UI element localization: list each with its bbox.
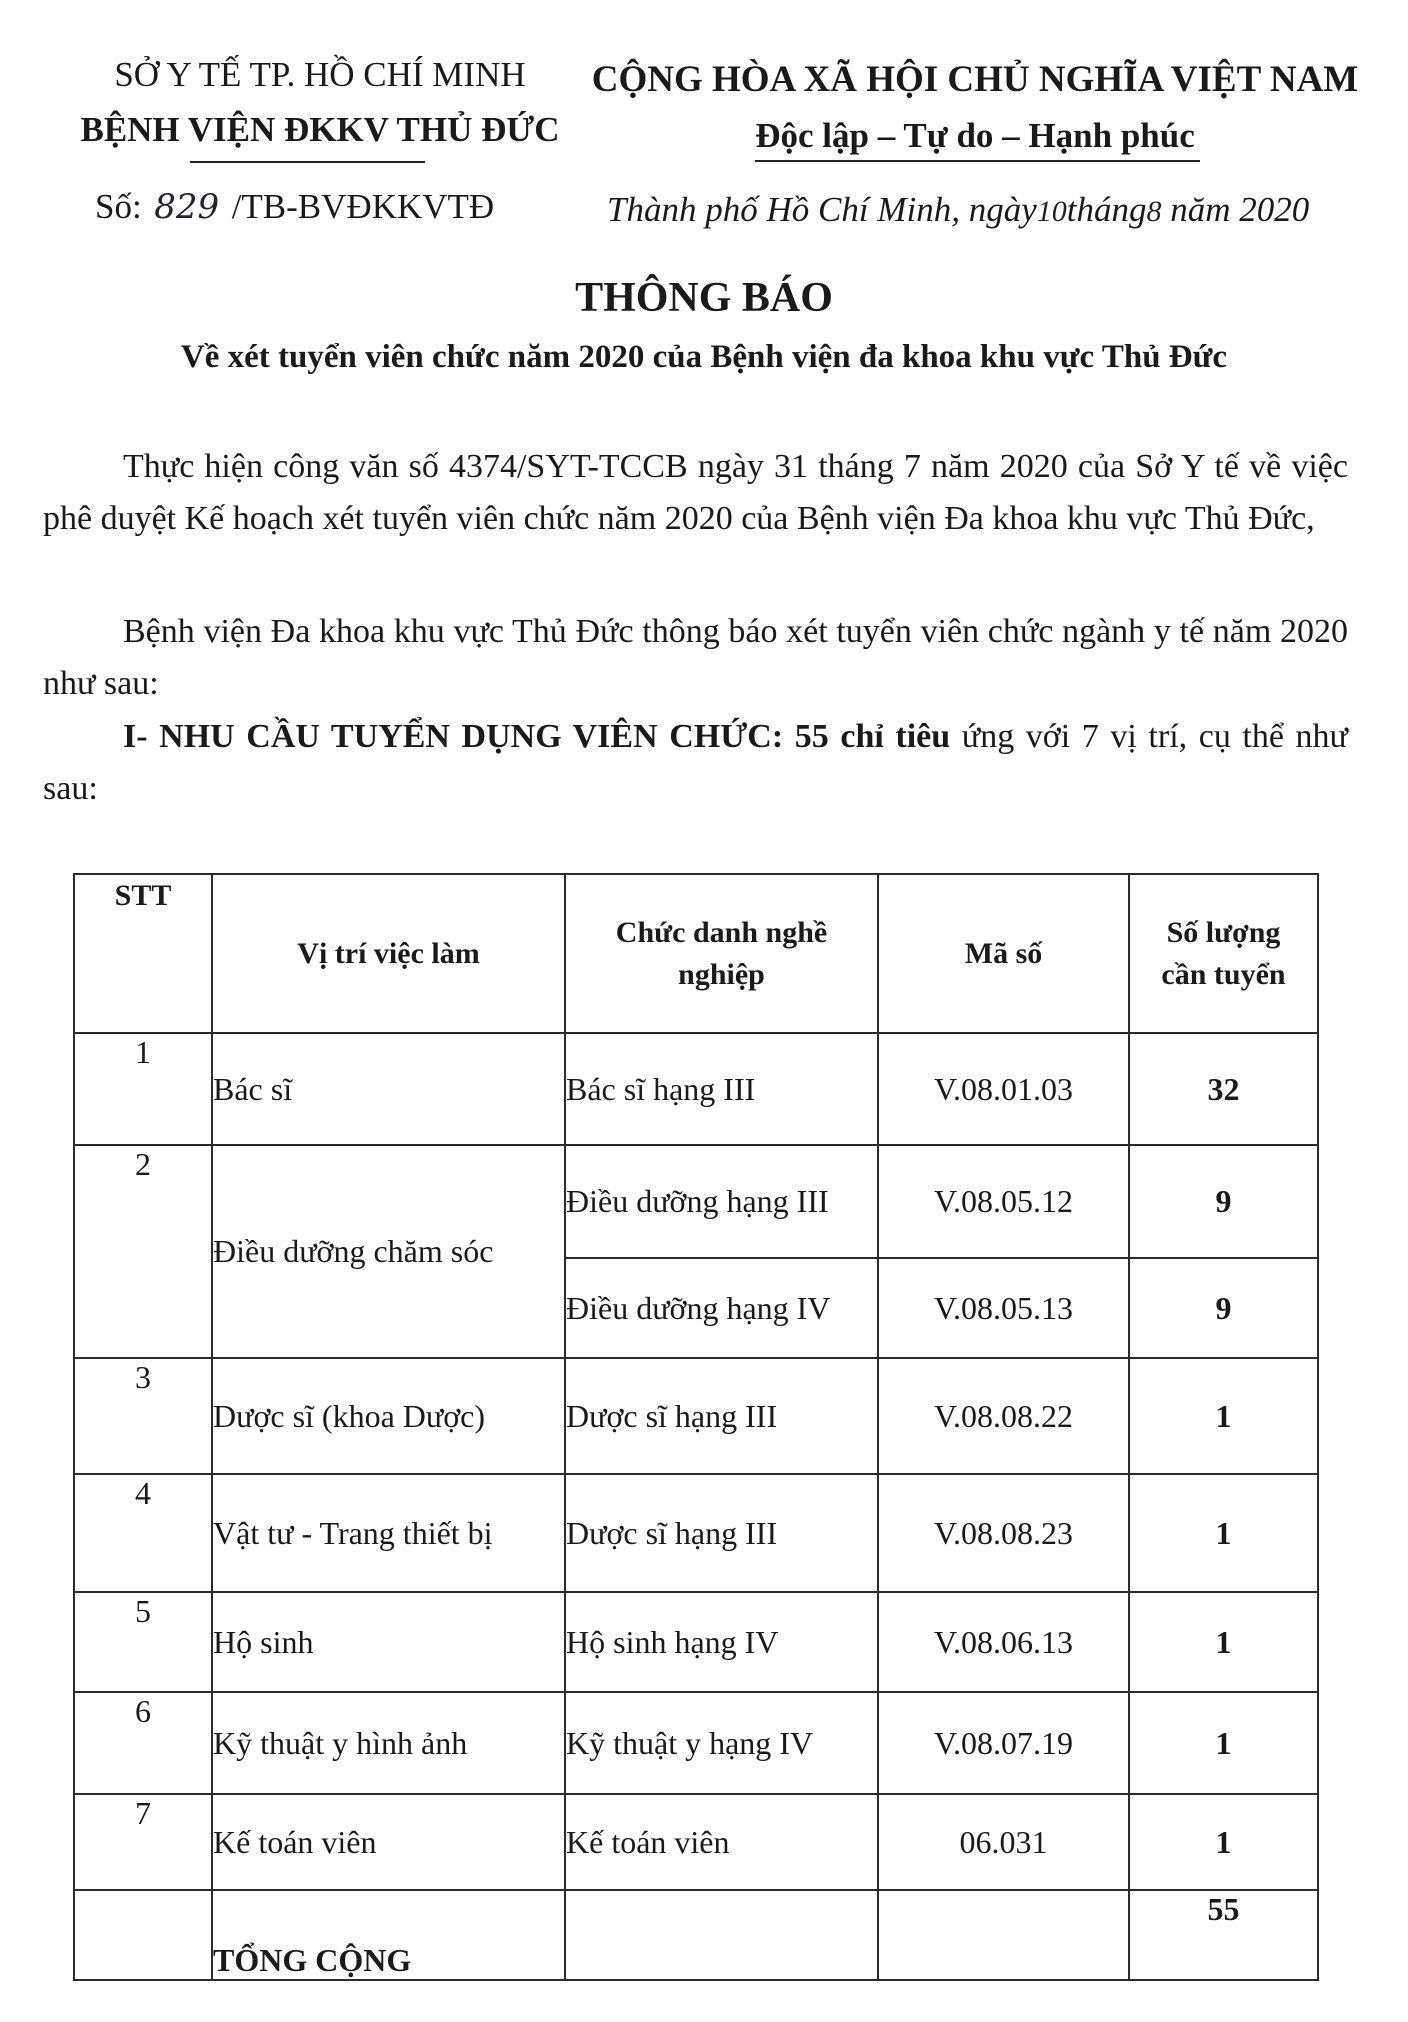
row-position: Bác sĩ bbox=[212, 1033, 565, 1145]
row-position: Dược sĩ (khoa Dược) bbox=[212, 1358, 565, 1474]
row-quantity: 1 bbox=[1129, 1692, 1318, 1794]
row-stt: 4 bbox=[74, 1474, 212, 1592]
header-position: Vị trí việc làm bbox=[212, 874, 565, 1033]
row-code: V.08.06.13 bbox=[878, 1592, 1129, 1692]
recruitment-table bbox=[73, 873, 1319, 1981]
document-number bbox=[95, 187, 494, 227]
row-code: 06.031 bbox=[878, 1794, 1129, 1890]
table-row bbox=[74, 1692, 1318, 1794]
row-code: V.08.05.13 bbox=[878, 1258, 1129, 1358]
handwritten-month: 8 bbox=[1146, 195, 1162, 228]
row-job-title: Hộ sinh hạng IV bbox=[565, 1592, 878, 1692]
document-subtitle: Về xét tuyển viên chức năm 2020 của Bệnh viện đa khoa khu vực Thủ Đức bbox=[180, 339, 1228, 375]
row-job-title: Kỹ thuật y hạng IV bbox=[565, 1692, 878, 1794]
paragraph-section-1 bbox=[43, 711, 1348, 815]
row-stt: 5 bbox=[74, 1592, 212, 1692]
total-quantity: 55 bbox=[1129, 1890, 1318, 1980]
row-quantity: 1 bbox=[1129, 1474, 1318, 1592]
number-suffix: /TB-BVĐKKVTĐ bbox=[231, 187, 495, 226]
handwritten-number: 829 bbox=[154, 187, 220, 227]
row-quantity: 9 bbox=[1129, 1145, 1318, 1258]
row-quantity: 1 bbox=[1129, 1358, 1318, 1474]
section-1-heading: I- NHU CẦU TUYỂN DỤNG VIÊN CHỨC: 55 chỉ tiêu bbox=[123, 718, 951, 755]
row-stt: 6 bbox=[74, 1692, 212, 1794]
row-stt: 3 bbox=[74, 1358, 212, 1474]
row-job-title: Điều dưỡng hạng III bbox=[565, 1145, 878, 1258]
row-position: Hộ sinh bbox=[212, 1592, 565, 1692]
paragraph-legal-basis: Thực hiện công văn số 4374/SYT-TCCB ngày 31 tháng 7 năm 2020 của Sở Y tế về việc phê duyệt Kế hoạch xét tuyển viên chức năm 2020 của Bệnh viện Đa khoa khu vực Thủ Đức, bbox=[43, 448, 1348, 537]
table-row bbox=[74, 1474, 1318, 1592]
row-position: Điều dưỡng chăm sóc bbox=[212, 1145, 565, 1358]
row-code: V.08.08.23 bbox=[878, 1474, 1129, 1592]
row-code: V.08.07.19 bbox=[878, 1692, 1129, 1794]
table-row bbox=[74, 1794, 1318, 1890]
row-job-title: Dược sĩ hạng III bbox=[565, 1358, 878, 1474]
row-position: Kế toán viên bbox=[212, 1794, 565, 1890]
hospital-name: BỆNH VIỆN ĐKKV THỦ ĐỨC bbox=[80, 110, 560, 149]
row-position: Vật tư - Trang thiết bị bbox=[212, 1474, 565, 1592]
motto-underline bbox=[755, 160, 1200, 162]
row-job-title: Dược sĩ hạng III bbox=[565, 1474, 878, 1592]
total-label: TỔNG CỘNG bbox=[212, 1890, 565, 1980]
hospital-underline bbox=[190, 161, 425, 163]
row-quantity: 32 bbox=[1129, 1033, 1318, 1145]
row-job-title: Bác sĩ hạng III bbox=[565, 1033, 878, 1145]
row-job-title: Điều dưỡng hạng IV bbox=[565, 1258, 878, 1358]
month-word: tháng bbox=[1066, 190, 1147, 229]
row-code: V.08.05.12 bbox=[878, 1145, 1129, 1258]
row-quantity: 1 bbox=[1129, 1592, 1318, 1692]
row-position: Kỹ thuật y hình ảnh bbox=[212, 1692, 565, 1794]
total-code-empty bbox=[878, 1890, 1129, 1980]
paragraph-announcement: Bệnh viện Đa khoa khu vực Thủ Đức thông báo xét tuyển viên chức ngành y tế năm 2020 như sau: bbox=[43, 613, 1348, 702]
document-title: THÔNG BÁO bbox=[575, 275, 833, 321]
row-code: V.08.01.03 bbox=[878, 1033, 1129, 1145]
row-stt: 1 bbox=[74, 1033, 212, 1145]
row-job-title: Kế toán viên bbox=[565, 1794, 878, 1890]
row-stt: 7 bbox=[74, 1794, 212, 1890]
row-quantity: 9 bbox=[1129, 1258, 1318, 1358]
national-motto: Độc lập – Tự do – Hạnh phúc bbox=[755, 116, 1195, 155]
place-date bbox=[607, 190, 1347, 230]
table-row bbox=[74, 1358, 1318, 1474]
table-total-row bbox=[74, 1890, 1318, 1980]
number-prefix: Số: bbox=[95, 187, 142, 226]
table-row bbox=[74, 1033, 1318, 1145]
total-stt-empty bbox=[74, 1890, 212, 1980]
place-date-prefix: Thành phố Hồ Chí Minh, ngày bbox=[607, 190, 1037, 229]
header-stt: STT bbox=[74, 874, 212, 1033]
total-title-empty bbox=[565, 1890, 878, 1980]
row-quantity: 1 bbox=[1129, 1794, 1318, 1890]
row-code: V.08.08.22 bbox=[878, 1358, 1129, 1474]
table-header-row bbox=[74, 874, 1318, 1033]
table-row bbox=[74, 1145, 1318, 1258]
header-quantity: Số lượng cần tuyển bbox=[1129, 874, 1318, 1033]
year-text: năm 2020 bbox=[1170, 190, 1310, 229]
header-code: Mã số bbox=[878, 874, 1129, 1033]
country-name: CỘNG HÒA XÃ HỘI CHỦ NGHĨA VIỆT NAM bbox=[591, 59, 1359, 100]
agency-name: SỞ Y TẾ TP. HỒ CHÍ MINH bbox=[114, 55, 526, 94]
section-1-text: ứng với 7 vị trí, cụ thể như sau: bbox=[43, 718, 1348, 807]
handwritten-day: 10 bbox=[1036, 195, 1067, 228]
row-stt: 2 bbox=[74, 1145, 212, 1358]
table-row bbox=[74, 1592, 1318, 1692]
header-job-title: Chức danh nghề nghiệp bbox=[565, 874, 878, 1033]
